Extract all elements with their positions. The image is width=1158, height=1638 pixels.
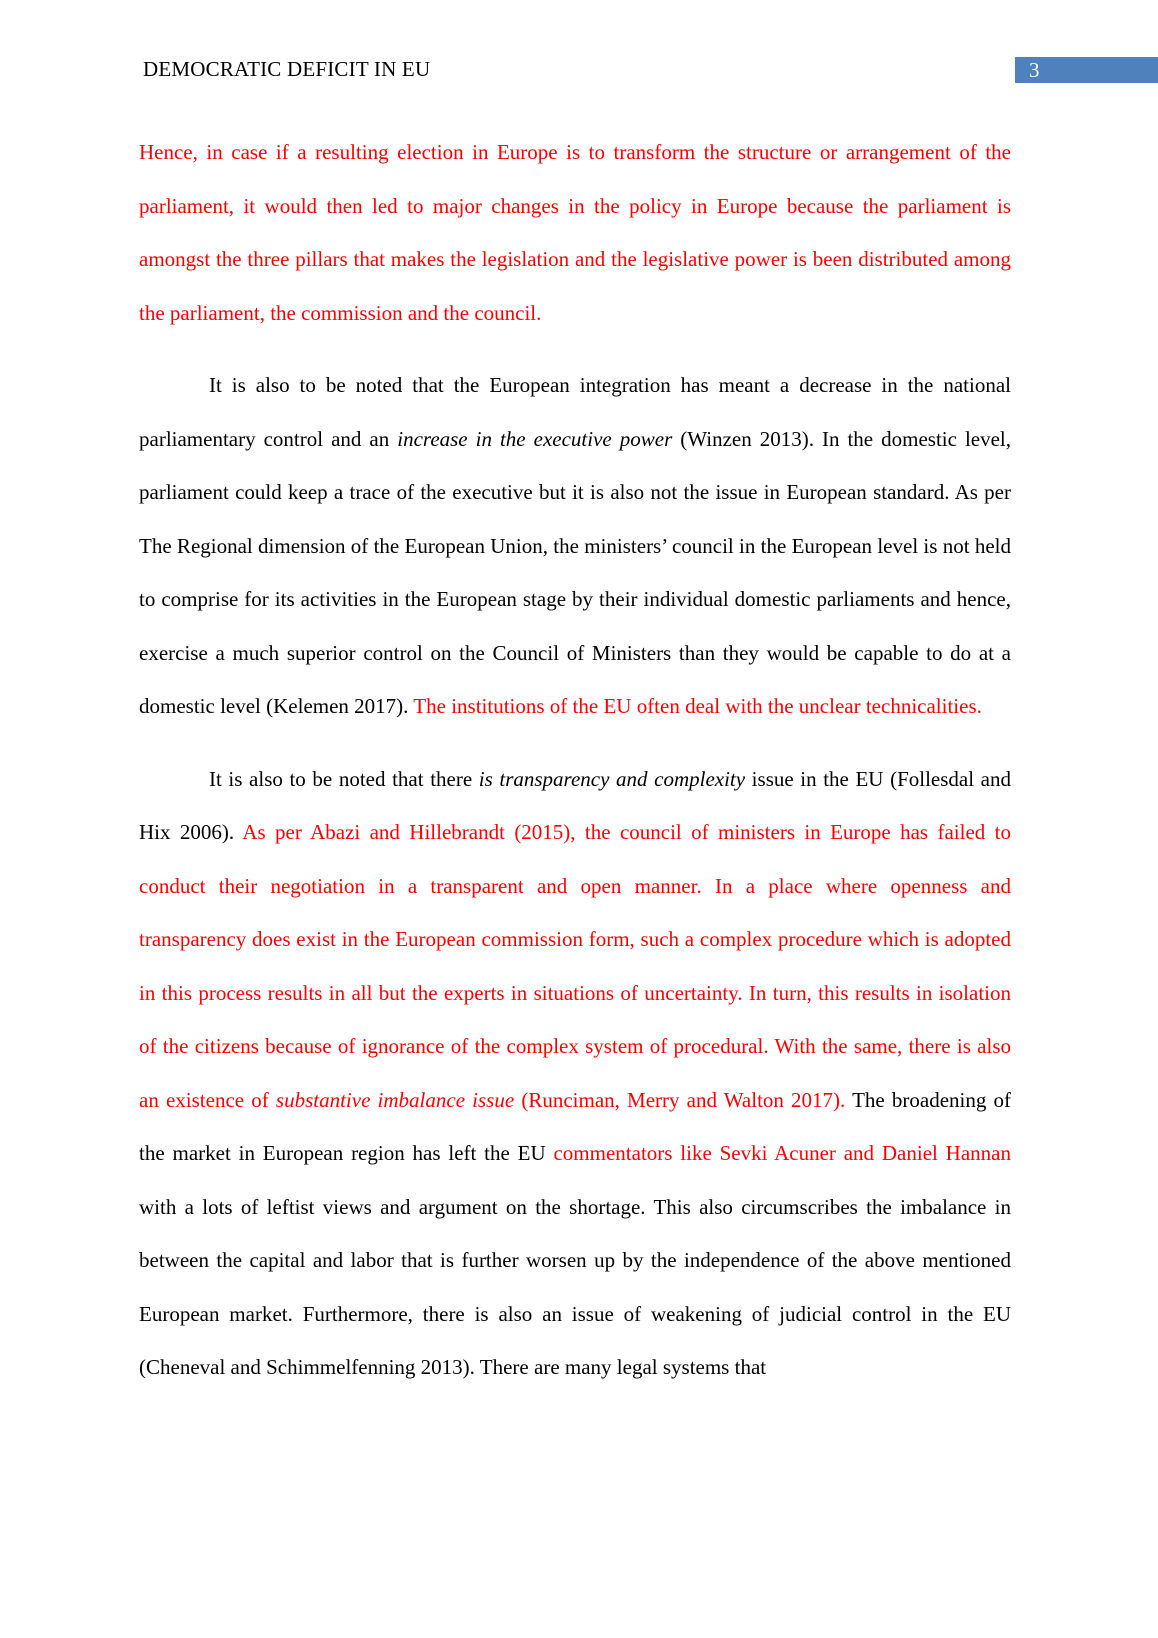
document-body xyxy=(139,126,1011,1414)
italic-text-run: is transparency and complexity xyxy=(478,766,746,791)
highlighted-text: The institutions of the EU often deal with the unclear technicalities. xyxy=(413,694,982,718)
body-text-run: issue in the EU (Follesdal and Hix 2006). xyxy=(139,766,1011,844)
page-number: 3 xyxy=(1029,58,1040,82)
highlighted-text: commentators like Sevki Acuner and Daniel Hannan xyxy=(553,1141,1011,1165)
italic-text-run: increase in the executive power xyxy=(397,426,673,451)
body-text-run: with a lots of leftist views and argument on the shortage. This also circumscribes the imbalance in between the capital and labor that is further worsen up by the independence of the above mentioned European market. Furthermore, there is also an issue of weakening of judicial control in the EU (Cheneval and Schimmelfenning 2013). There are many legal systems that xyxy=(139,1194,1011,1379)
paragraph-2 xyxy=(139,359,1011,734)
body-text-run: It is also to be noted that the European integration has meant a decrease in the national parliamentary control and an xyxy=(139,373,1011,451)
highlighted-text: As per Abazi and Hillebrandt (2015), the council of ministers in Europe has failed to conduct their negotiation in a transparent and open manner. In a place where openness and transparency does exist in the European commission form, such a complex procedure which is adopted in this process results in all but the experts in situations of uncertainty. In turn, this results in isolation of the citizens because of ignorance of the complex system of procedural. With the same, there is also an existence of xyxy=(139,820,1011,1112)
body-text-run: The broadening of the market in European region has left the EU xyxy=(139,1087,1012,1165)
highlighted-text: (Runciman, Merry and Walton 2017). xyxy=(514,1087,846,1112)
highlighted-text: Hence, in case if a resulting election in Europe is to transform the structure or arrangement of the parliament, it would then led to major changes in the policy in Europe because the parliament is amongst the three pillars that makes the legislation and the legislative power is been distributed among the parliament, the commission and the council. xyxy=(139,140,1011,325)
paragraph-3 xyxy=(139,753,1011,1395)
body-text-run: It is also to be noted that there xyxy=(209,766,479,791)
running-header-title: DEMOCRATIC DEFICIT IN EU xyxy=(143,57,431,81)
page-number-box xyxy=(1015,57,1158,83)
highlighted-italic-text: substantive imbalance issue xyxy=(275,1087,515,1112)
body-text-run: (Winzen 2013). In the domestic level, parliament could keep a trace of the executive but it is also not the issue in European standard. As per The Regional dimension of the European Union, the ministers’ council in the European level is not held to comprise for its activities in the European stage by their individual domestic parliaments and hence, exercise a much superior control on the Council of Ministers than they would be capable to do at a domestic level (Kelemen 2017). xyxy=(139,426,1012,718)
paragraph-1 xyxy=(139,126,1011,340)
